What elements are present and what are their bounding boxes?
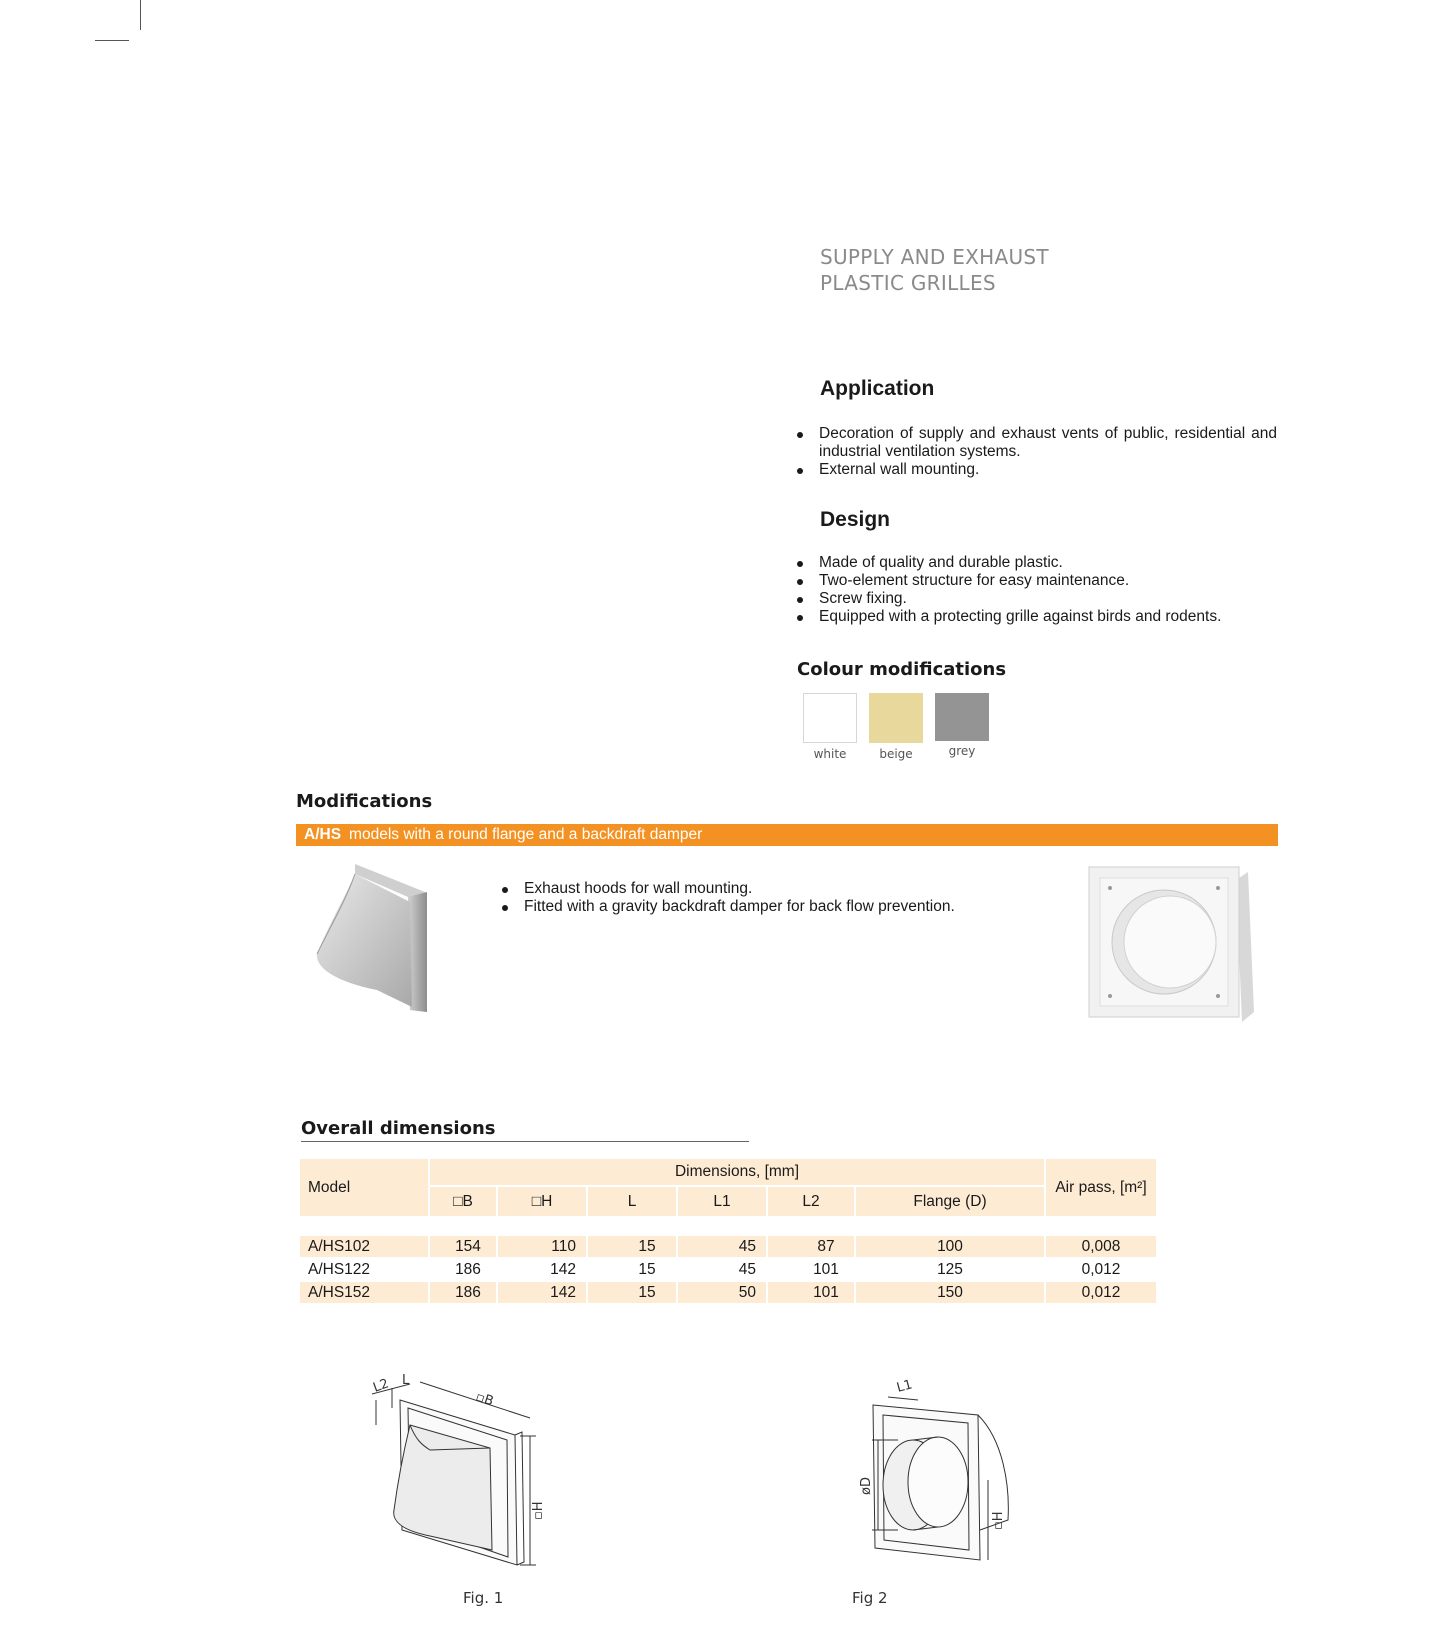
list-item: Equipped with a protecting grille against birds and rodents. bbox=[797, 608, 1277, 626]
cell: 110 bbox=[498, 1236, 586, 1257]
model-description: models with a round flange and a backdraft damper bbox=[349, 826, 703, 843]
header-air-pass: Air pass, [m²] bbox=[1046, 1159, 1156, 1216]
hood-product-image bbox=[315, 862, 440, 1017]
fig2-label-h: ▫H bbox=[991, 1511, 1006, 1530]
page-title-line-1: SUPPLY AND EXHAUST bbox=[820, 245, 1049, 269]
cell-model: A/HS152 bbox=[300, 1282, 428, 1303]
list-item: Two-element structure for easy maintenance. bbox=[797, 572, 1277, 590]
cell: 125 bbox=[937, 1260, 963, 1278]
fig2-label-d: øD bbox=[859, 1477, 874, 1495]
header-col: □B bbox=[430, 1187, 496, 1216]
fig1-label-b: ▫B bbox=[473, 1389, 496, 1410]
modifications-list bbox=[502, 880, 1022, 916]
cell: 142 bbox=[498, 1282, 586, 1303]
header-col: L2 bbox=[768, 1187, 854, 1216]
swatch-label: grey bbox=[948, 744, 976, 758]
cell: 45 bbox=[738, 1260, 756, 1278]
fig1-label-l: L bbox=[402, 1373, 410, 1388]
cell: 101 bbox=[768, 1282, 854, 1303]
cell: 15 bbox=[588, 1282, 676, 1303]
cell: 45 bbox=[678, 1236, 766, 1257]
header-col: L bbox=[588, 1187, 676, 1216]
figure-1-drawing bbox=[370, 1370, 570, 1580]
cell: 0,012 bbox=[1081, 1260, 1121, 1278]
cell-model: A/HS122 bbox=[308, 1260, 371, 1278]
cell: 142 bbox=[550, 1260, 576, 1278]
cell: 15 bbox=[638, 1260, 656, 1278]
figure-1-caption: Fig. 1 bbox=[463, 1589, 504, 1607]
dimensions-heading: Overall dimensions bbox=[301, 1118, 496, 1139]
cell: 50 bbox=[678, 1282, 766, 1303]
application-heading: Application bbox=[820, 377, 935, 400]
page-title bbox=[820, 244, 1049, 296]
cell: 150 bbox=[856, 1282, 1044, 1303]
design-heading: Design bbox=[820, 508, 891, 531]
swatch-label: white bbox=[813, 747, 847, 761]
page-title-line-2: PLASTIC GRILLES bbox=[820, 271, 996, 295]
cell-model: A/HS102 bbox=[300, 1236, 428, 1257]
cell: 101 bbox=[813, 1260, 839, 1278]
cell: 154 bbox=[430, 1236, 496, 1257]
figure-2-caption: Fig 2 bbox=[852, 1589, 888, 1607]
cell: 100 bbox=[856, 1236, 1044, 1257]
header-model: Model bbox=[300, 1159, 428, 1216]
crop-mark-horizontal bbox=[95, 40, 129, 41]
list-item: Made of quality and durable plastic. bbox=[797, 554, 1277, 572]
swatch-label: beige bbox=[879, 747, 913, 761]
cell: 0,008 bbox=[1046, 1236, 1156, 1257]
design-list bbox=[797, 554, 1277, 626]
swatch-beige bbox=[869, 693, 923, 743]
header-col: Flange (D) bbox=[856, 1187, 1044, 1216]
swatch-white bbox=[803, 693, 857, 743]
list-item: Screw fixing. bbox=[797, 590, 1277, 608]
cell: 15 bbox=[588, 1236, 676, 1257]
model-banner bbox=[296, 824, 1278, 846]
list-item: External wall mounting. bbox=[797, 461, 1277, 479]
colour-heading: Colour modifications bbox=[797, 659, 1007, 680]
fig1-label-l2: L2 bbox=[371, 1376, 391, 1396]
cell: 87 bbox=[768, 1236, 854, 1257]
header-col: L1 bbox=[678, 1187, 766, 1216]
flange-product-image bbox=[1086, 862, 1256, 1034]
swatch-grey bbox=[935, 693, 989, 741]
list-item: Exhaust hoods for wall mounting. bbox=[502, 880, 1022, 898]
list-item: Decoration of supply and exhaust vents of public, residential and industrial ventilation systems. bbox=[797, 425, 1277, 461]
model-code: A/HS bbox=[304, 826, 342, 843]
cell: 186 bbox=[430, 1282, 496, 1303]
header-col: □H bbox=[498, 1187, 586, 1216]
crop-mark-vertical bbox=[140, 0, 141, 30]
fig1-label-h: ▫H bbox=[531, 1501, 546, 1520]
fig2-label-l1: L1 bbox=[895, 1377, 915, 1396]
header-dimensions: Dimensions, [mm] bbox=[430, 1159, 1044, 1185]
application-list bbox=[797, 425, 1277, 479]
cell: 186 bbox=[455, 1260, 481, 1278]
figure-2-drawing bbox=[838, 1370, 1018, 1570]
cell: 0,012 bbox=[1046, 1282, 1156, 1303]
dimensions-rule bbox=[301, 1141, 749, 1142]
modifications-heading: Modifications bbox=[296, 791, 433, 812]
list-item: Fitted with a gravity backdraft damper for back flow prevention. bbox=[502, 898, 1022, 916]
